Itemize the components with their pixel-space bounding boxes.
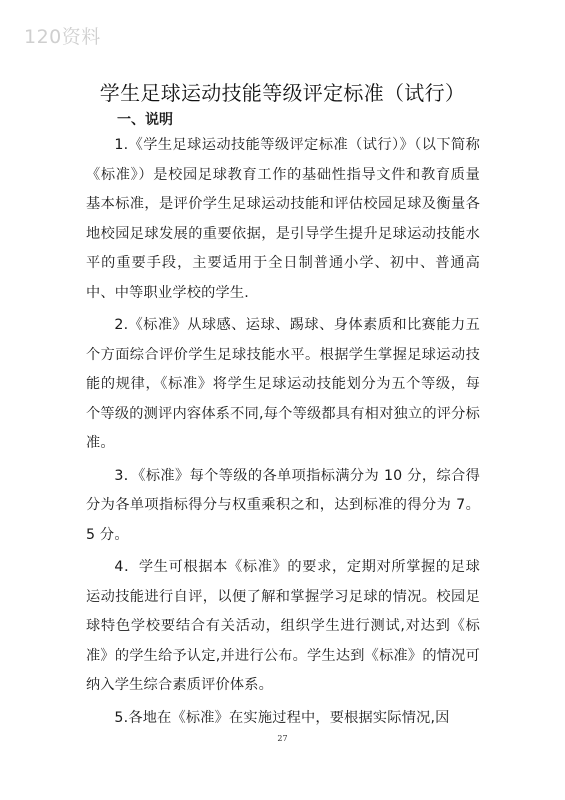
document-title: 学生足球运动技能等级评定标准（试行） xyxy=(99,81,466,105)
section-heading: 一、说明 xyxy=(117,112,173,128)
paragraph-4: 4．学生可根据本《标准》的要求，定期对所掌握的足球运动技能进行自评，以便了解和掌握学习足球的情况。校园足球特色学校要结合有关活动，组织学生进行测试,对达到《标准》的学生给予认定,并进行公布。学生达到《标准》的情况可纳入学生综合素质评价体系。 xyxy=(86,559,480,693)
page-number: 27 xyxy=(277,734,288,743)
paragraph-2: 2.《标准》从球感、运球、踢球、身体素质和比赛能力五个方面综合评价学生足球技能水平。根据学生掌握足球运动技能的规律，《标准》将学生足球运动技能划分为五个等级，每个等级的测评内容体系不同,每个等级都具有相对独立的评分标准。 xyxy=(86,317,480,451)
paragraph-1: 1.《学生足球运动技能等级评定标准（试行）》（以下简称《标准》）是校园足球教育工作的基础性指导文件和教育质量基本标准，是评价学生足球运动技能和评估校园足球及衡量各地校园足球发展的重要依据，是引导学生提升足球运动技能水平的重要手段，主要适用于全日制普通小学、初中、普通高中、中等职业学校的学生. xyxy=(86,137,480,301)
paragraph-5: 5.各地在《标准》在实施过程中，要根据实际情况,因 xyxy=(114,709,450,726)
watermark-logo: 120资料 xyxy=(24,26,101,48)
paragraph-3: 3．《标准》每个等级的各单项指标满分为 10 分，综合得分为各单项指标得分与权重乘积之和，达到标准的得分为 7。5 分。 xyxy=(86,467,480,543)
document-body xyxy=(86,131,480,736)
